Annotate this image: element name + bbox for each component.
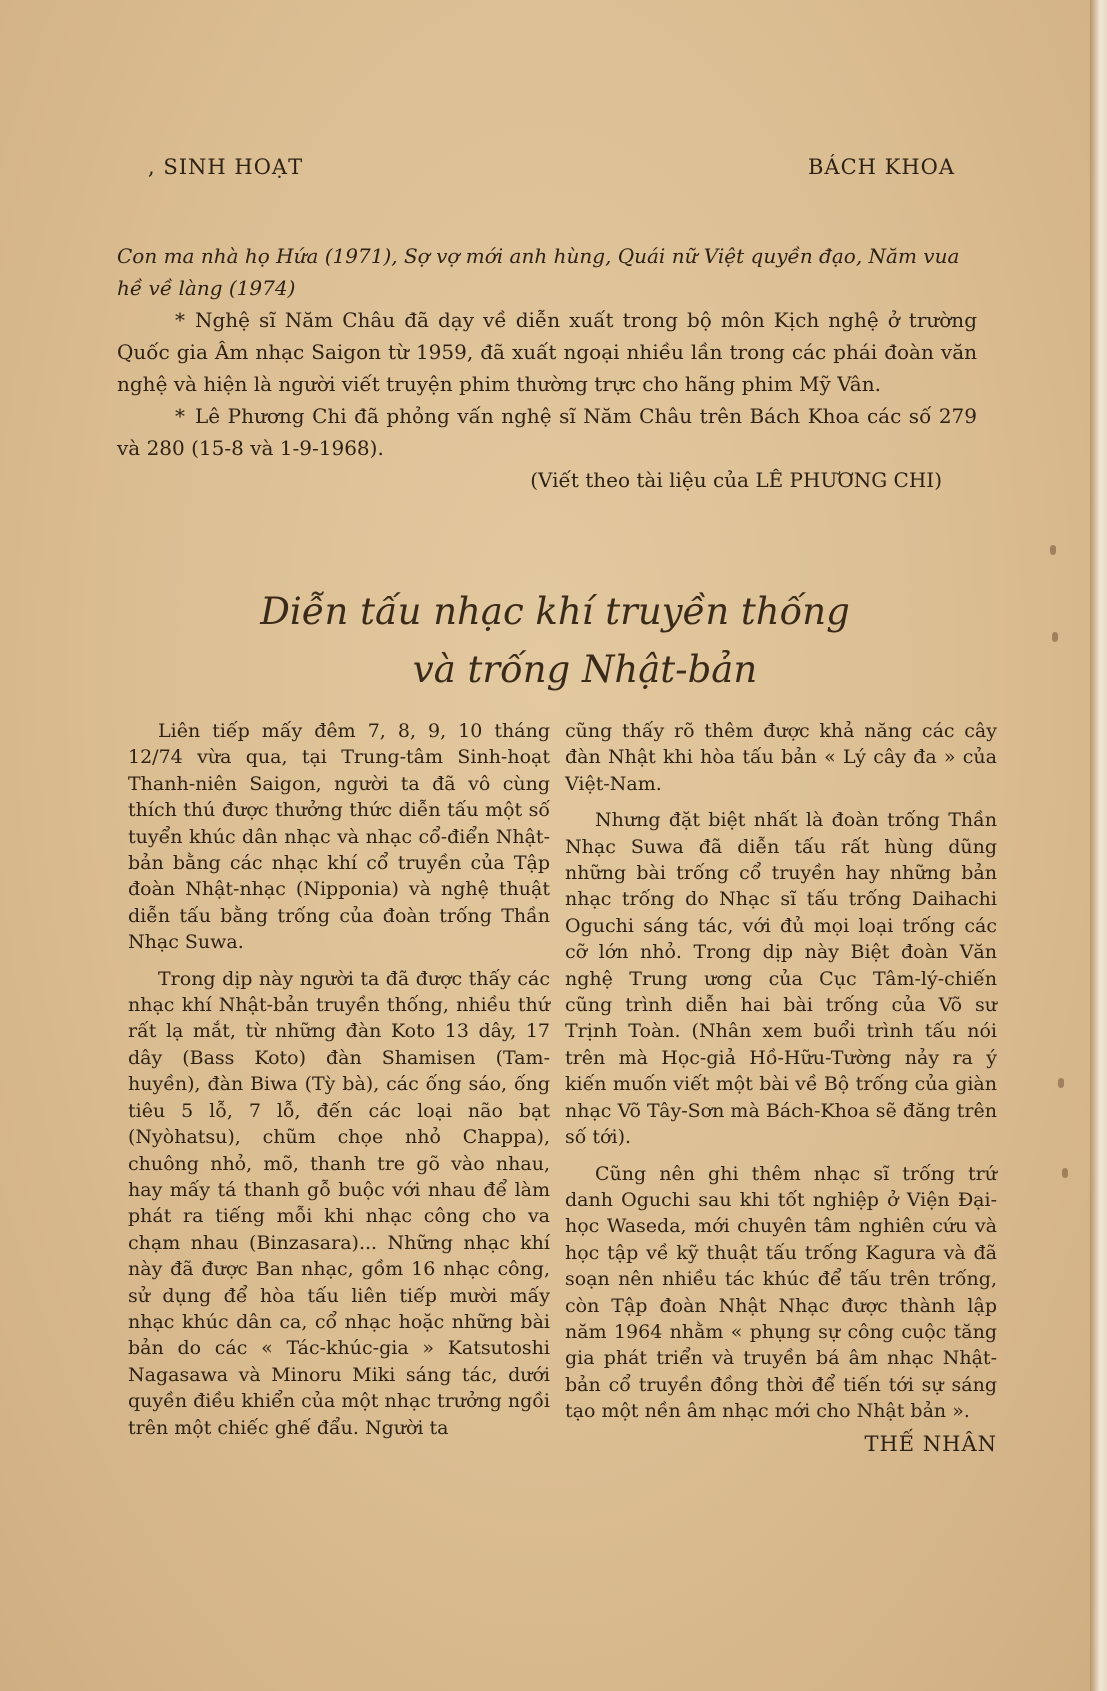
paragraph: Nhưng đặt biệt nhất là đoàn trống Thần Nhạc Suwa đã diễn tấu rất hùng dũng những bài trống cổ truyền hay những bản nhạc trống do Nhạc sĩ tấu trống Daihachi Oguchi sáng tác, với đủ mọi loại trống các cỡ lớn nhỏ. Trong dịp này Biệt đoàn Văn nghệ Trung ương của Cục Tâm-lý-chiến cũng trình diễn hai bài trống của Võ sư Trịnh Toàn. (Nhân xem buổi trình tấu nói trên mà Học-giả Hồ-Hữu-Tường nảy ra ý kiến muốn viết một bài về Bộ trống của giàn nhạc Võ Tây-Sơn mà Bách-Khoa sẽ đăng trên số tới). xyxy=(565,809,997,1149)
running-header-section: , SINH HOẠT xyxy=(148,155,304,179)
article-column-right xyxy=(565,718,997,1457)
paragraph: Liên tiếp mấy đêm 7, 8, 9, 10 tháng 12/74 vừa qua, tại Trung-tâm Sinh-hoạt Thanh-niên Saigon, người ta đã vô cùng thích thú được thưởng thức diễn tấu một số tuyển khúc dân nhạc và nhạc cổ-điển Nhật-bản bằng các nhạc khí cổ truyền của Tập đoàn Nhật-nhạc (Nipponia) và nghệ thuật diễn tấu bằng trống của đoàn trống Thần Nhạc Suwa. xyxy=(128,720,550,954)
paper-stain xyxy=(1050,545,1056,555)
author-signature: THẾ NHÂN xyxy=(864,1431,997,1456)
article-title-line-2: và trống Nhật-bản xyxy=(412,648,758,691)
running-header-magazine: BÁCH KHOA xyxy=(808,155,956,179)
intro-notes xyxy=(117,240,977,496)
asterisk-icon: * xyxy=(175,308,185,332)
note-bullet-2-text: Lê Phương Chi đã phỏng vấn nghệ sĩ Năm Châu trên Bách Khoa các số 279 và 280 (15-8 và 1-9-1968). xyxy=(117,404,977,460)
note-bullet-1-text: Nghệ sĩ Năm Châu đã dạy về diễn xuất trong bộ môn Kịch nghệ ở trường Quốc gia Âm nhạc Saigon từ 1959, đã xuất ngoại nhiều lần trong các phái đoàn văn nghệ và hiện là người viết truyện phim thường trực cho hãng phim Mỹ Vân. xyxy=(117,308,977,396)
article-column-left xyxy=(128,718,550,1441)
paper-stain xyxy=(1052,632,1058,642)
note-bullet-2 xyxy=(117,400,977,464)
note-bullet-1 xyxy=(117,304,977,400)
paragraph: cũng thấy rõ thêm được khả năng các cây đàn Nhật khi hòa tấu bản « Lý cây đa » của Việt-Nam. xyxy=(565,720,997,795)
paragraph: Cũng nên ghi thêm nhạc sĩ trống trứ danh Oguchi sau khi tốt nghiệp ở Viện Đại-học Waseda, mới chuyên tâm nghiên cứu và học tập về kỹ thuật tấu trống Kagura và đã soạn nên nhiều tác khúc để tấu trên trống, còn Tập đoàn Nhật Nhạc được thành lập năm 1964 nhằm « phụng sự công cuộc tăng gia phát triển và truyền bá âm nhạc Nhật-bản cổ truyền đồng thời để tiến tới sự sáng tạo một nền âm nhạc mới cho Nhật bản ». xyxy=(565,1162,997,1423)
paper-stain xyxy=(1062,1168,1068,1178)
source-credit: (Viết theo tài liệu của LÊ PHƯƠNG CHI) xyxy=(530,468,942,492)
article-title xyxy=(230,583,880,699)
page-edge xyxy=(1090,0,1107,1691)
paragraph: Trong dịp này người ta đã được thấy các nhạc khí Nhật-bản truyền thống, nhiều thứ rất lạ mắt, từ những đàn Koto 13 dây, 17 dây (Bass Koto) đàn Shamisen (Tam-huyền), đàn Biwa (Tỳ bà), các ống sáo, ống tiêu 5 lỗ, 7 lỗ, đến các loại não bạt (Nyòhatsu), chũm chọe nhỏ Chappa), chuông nhỏ, mõ, thanh tre gõ vào nhau, hay mấy tá thanh gỗ buộc với nhau để làm phát ra tiếng mỗi khi nhạc công cho va chạm nhau (Binzasara)... Những nhạc khí này đã được Ban nhạc, gồm 16 nhạc công, sử dụng để hòa tấu liên tiếp mười mấy nhạc khúc dân ca, cổ nhạc hoặc những bài bản do các « Tác-khúc-gia » Katsutoshi Nagasawa và Minoru Miki sáng tác, dưới quyền điều khiển của một nhạc trưởng ngồi trên một chiếc ghế đẩu. Người ta xyxy=(128,967,550,1439)
asterisk-icon: * xyxy=(175,404,185,428)
paper-stain xyxy=(1058,1078,1064,1088)
film-list-text: Con ma nhà họ Hứa (1971), Sợ vợ mới anh hùng, Quái nữ Việt quyền đạo, Năm vua hề về làng (1974) xyxy=(117,244,960,300)
article-title-line-1: Diễn tấu nhạc khí truyền thống xyxy=(260,590,850,633)
